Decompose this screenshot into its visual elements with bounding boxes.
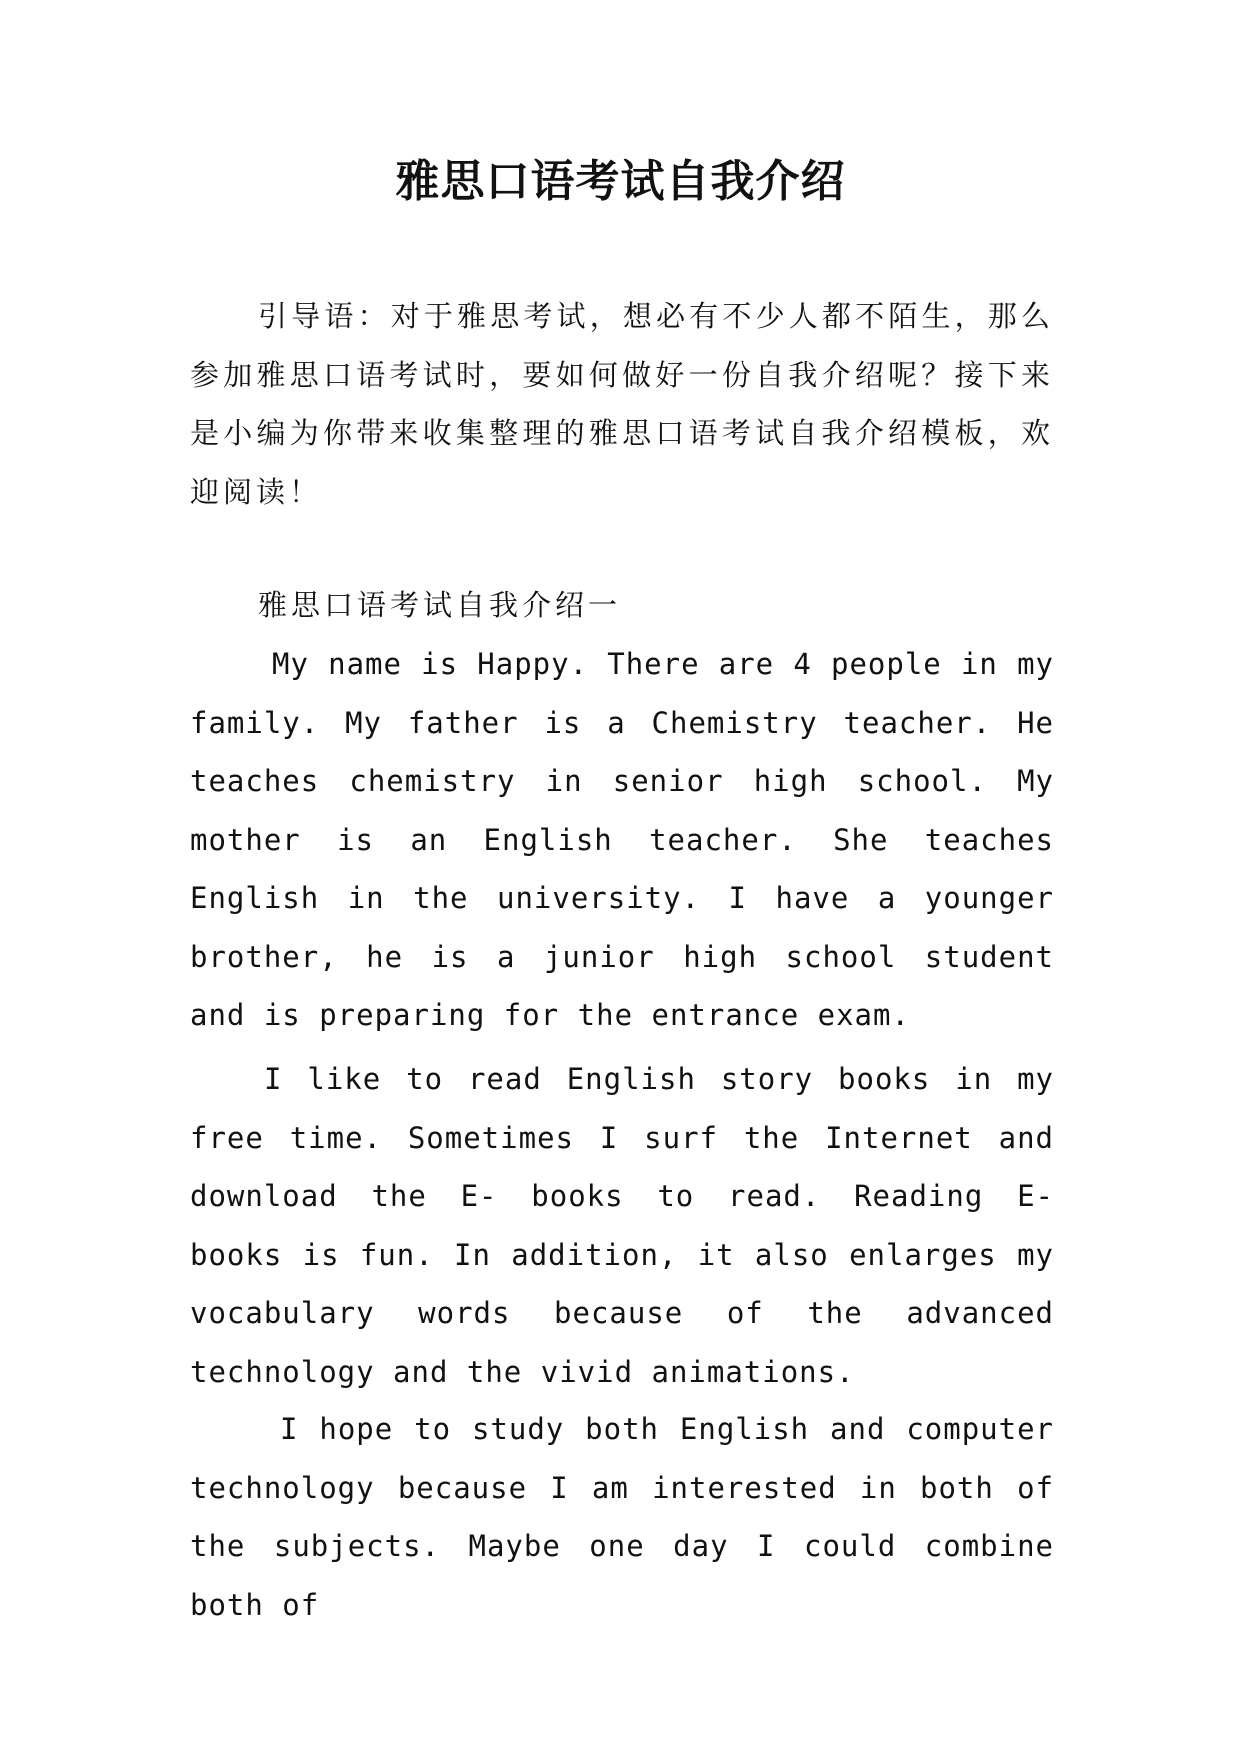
section-heading: 雅思口语考试自我介绍一 — [258, 588, 622, 622]
body-paragraph: My name is Happy. There are 4 people in my family. My father is a Chemistry teacher. He teaches chemistry in senior high school. My mother is an English teacher. She teaches English in the university. I have a younger brother, he is a junior high school student and is preparing for the entrance exam. — [190, 647, 1054, 1032]
body-paragraph: I hope to study both English and computer technology because I am interested in both of the subjects. Maybe one day I could combine both of — [190, 1412, 1054, 1622]
body-paragraph: I like to read English story books in my free time. Sometimes I surf the Internet and download the E- books to read. Reading E- books is fun. In addition, it also enlarges my vocabulary words because of the advanced technology and the vivid animations. — [190, 1062, 1054, 1389]
intro-paragraph: 引导语：对于雅思考试，想必有不少人都不陌生，那么参加雅思口语考试时，要如何做好一份自我介绍呢？接下来是小编为你带来收集整理的雅思口语考试自我介绍模板，欢迎阅读！ — [190, 299, 1054, 509]
document-title: 雅思口语考试自我介绍 — [395, 156, 846, 207]
